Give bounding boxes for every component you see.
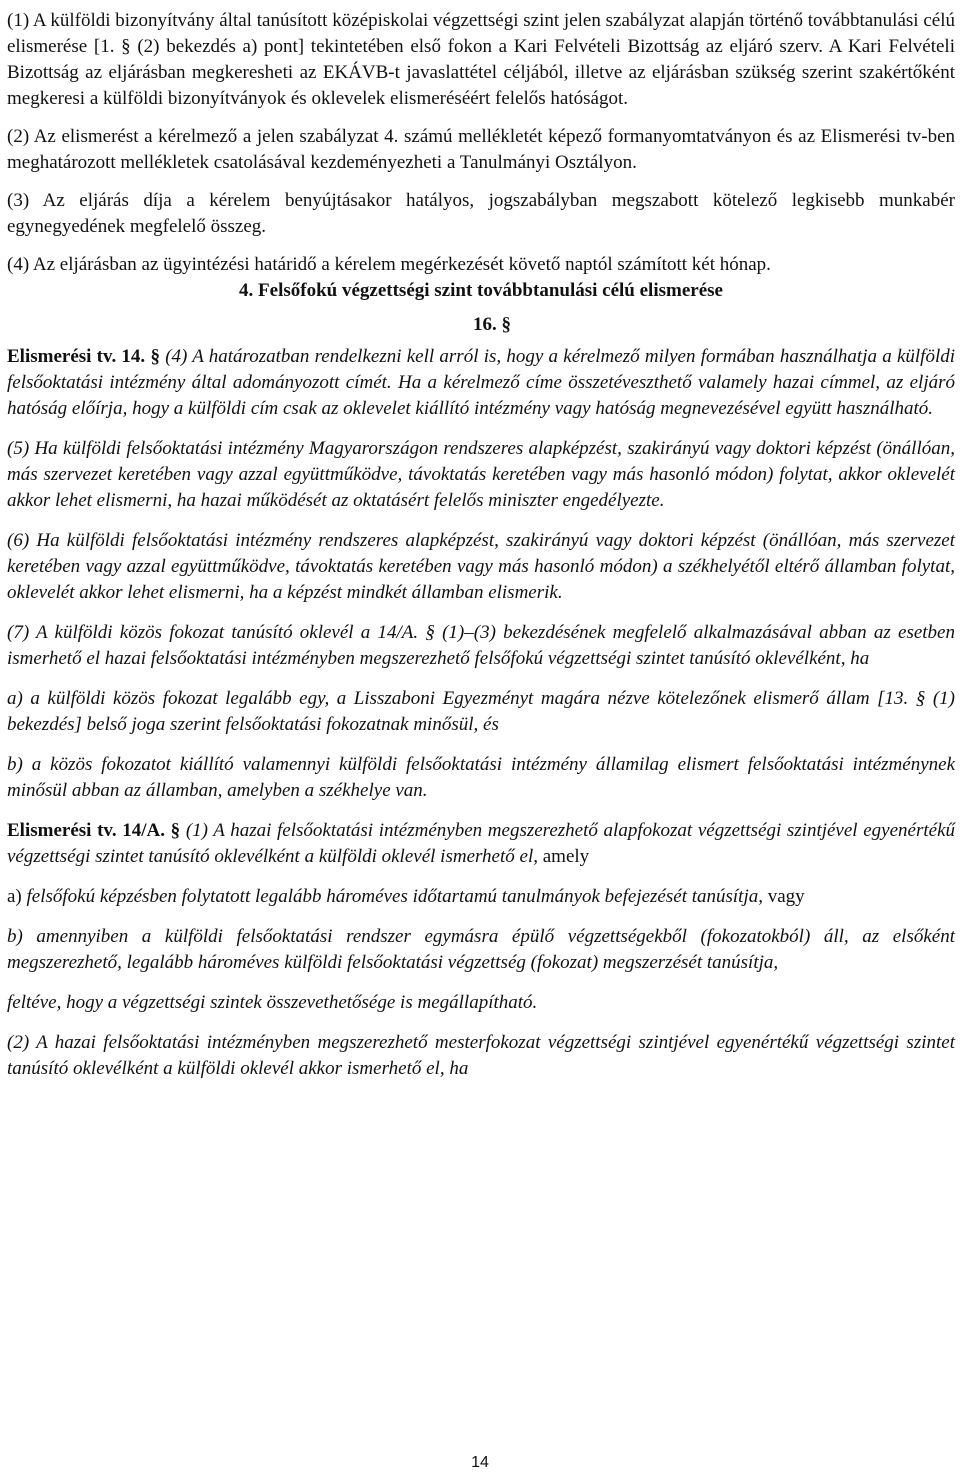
article-14a-reference: Elismerési tv. 14/A. [7,820,166,841]
article-14a-paragraph-2: (2) A hazai felsőoktatási intézményben megszerezhető mesterfokozat végzettségi szintjével egyenértékű végzettségi szintet tanúsító oklevélként a külföldi oklevél akkor ismerhető el, ha [7,1032,955,1079]
article-14-reference: Elismerési tv. 14. [7,346,146,367]
article-14a-point-b: b) amennyiben a külföldi felsőoktatási rendszer egymásra épülő végzettségekből (fokozatokból) áll, az elsőként megszerezhető, legalább hároméves külföldi felsőoktatási végzettség (fokozat) megszerzését tanúsítja, [7,926,955,973]
article-14-paragraph-7: (7) A külföldi közös fokozat tanúsító oklevél a 14/A. § (1)–(3) bekezdésének megfelelő alkalmazásával abban az esetben ismerhető el hazai felsőoktatási intézményben megszerezhető felsőfokú végzettségi szintet tanúsító oklevélként, ha [7,622,955,669]
article-14-point-a: a) a külföldi közös fokozat legalább egy, a Lisszaboni Egyezményt magára nézve kötelezőnek elismerő állam [13. § (1) bekezdés] belső joga szerint felsőoktatási fokozatnak minősül, és [7,688,955,735]
article-14-paragraph-4-text: (4) A határozatban rendelkezni kell arról is, hogy a kérelmező milyen formában használhatja a külföldi felsőoktatási intézmény által adományozott címét. Ha a kérelmező címe összetéveszthető valamely hazai címmel, az eljáró hatóság előírja, hogy a külföldi cím csak az oklevelet kiállító intézmény vagy hatóság megnevezésével együtt használható. [7,346,956,419]
document-page [7,0,955,1082]
point-a-text: felsőfokú képzésben folytatott legalább hároméves időtartamú tanulmányok befejezését tanúsítja, [26,886,763,907]
article-14a-paragraph-1-text: (1) A hazai felsőoktatási intézményben megszerezhető alapfokozat végzettségi szintjével egyenértékű végzettségi szintet tanúsító oklevélként a külföldi oklevél ismerhető el, [7,820,956,867]
point-a-tail: vagy [767,886,805,907]
article-14-paragraph-5: (5) Ha külföldi felsőoktatási intézmény Magyarországon rendszeres alapképzést, szakirányú vagy doktori képzést (önállóan, más szervezet keretében vagy azzal együttműködve, távoktatás keretében vagy más hasonló módon) folytat, akkor oklevelét akkor lehet elismerni, ha hazai működését az oktatásért felelős miniszter engedélyezte. [7,438,955,511]
article-14-paragraph-4 [7,344,955,422]
section-title: 4. Felsőfokú végzettségi szint továbbtanulási célú elismerése [239,280,723,301]
paragraph-2: (2) Az elismerést a kérelmező a jelen szabályzat 4. számú mellékletét képező formanyomtatványon és az Elismerési tv-ben meghatározott mellékletek csatolásával kezdeményezheti a Tanulmányi Osztályon. [7,126,955,173]
section-number: 16. § [473,314,511,335]
section-sign: § [150,346,160,367]
article-14a-condition: feltéve, hogy a végzettségi szintek összevethetősége is megállapítható. [7,992,538,1013]
article-14a-point-a [7,884,955,910]
paragraph-4: (4) Az eljárásban az ügyintézési határidő a kérelem megérkezését követő naptól számított két hónap. [7,254,771,275]
paragraph-1: (1) A külföldi bizonyítvány által tanúsított középiskolai végzettségi szint jelen szabályzat alapján történő továbbtanulási célú elismerése [1. § (2) bekezdés a) pont] tekintetében első fokon a Kari Felvételi Bizottság az eljáró szerv. A Kari Felvételi Bizottság az eljárásban megkeresheti az EKÁVB-t javaslattétel céljából, illetve az eljárásban szükség szerint szakértőként megkeresi a külföldi bizonyítványok és oklevelek elismeréséért felelős hatóságot. [7,10,955,109]
article-14-point-b: b) a közös fokozatot kiállító valamennyi külföldi felsőoktatási intézmény államilag elismert felsőoktatási intézménynek minősül abban az államban, amelyben a székhelye van. [7,754,955,801]
paragraph-3: (3) Az eljárás díja a kérelem benyújtásakor hatályos, jogszabályban megszabott kötelező legkisebb munkabér egynegyedének megfelelő összeg. [7,190,955,237]
point-a-letter: a) [7,886,22,907]
section-sign: § [170,820,181,841]
article-14a-paragraph-1 [7,818,955,870]
article-14a-paragraph-1-tail: amely [542,846,590,867]
article-14-paragraph-6: (6) Ha külföldi felsőoktatási intézmény rendszeres alapképzést, szakirányú vagy doktori képzést (önállóan, más szervezet keretében vagy azzal együttműködve, távoktatás keretében vagy más hasonló módon) a székhelyétől eltérő államban folytat, oklevelét akkor lehet elismerni, ha a képzést mindkét államban elismerik. [7,530,955,603]
page-number: 14 [471,1454,489,1471]
